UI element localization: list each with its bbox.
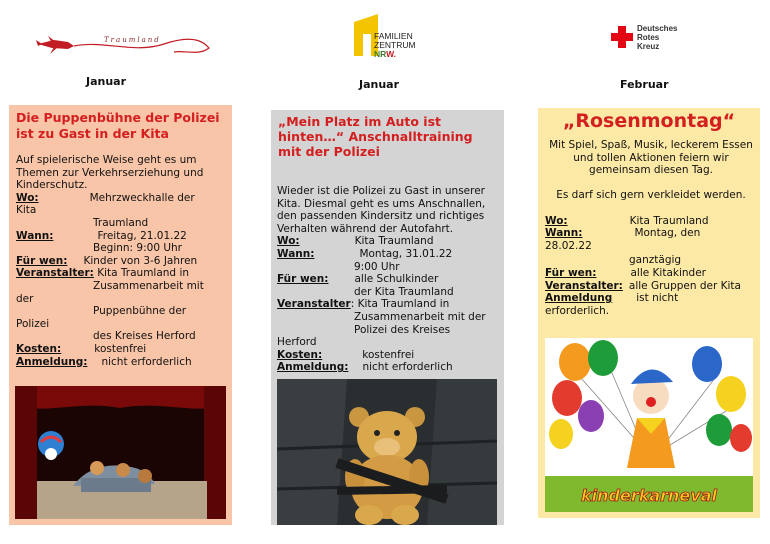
label-wo: Wo:	[16, 191, 39, 204]
airplane-icon	[34, 30, 214, 62]
event-intro: Mit Spiel, Spaß, Musik, leckerem Essen und tollen Aktionen feiern wir gemeinsam diesen Tag.	[549, 139, 753, 177]
value-wo: Kita Traumland	[629, 214, 709, 227]
traumland-logo	[34, 30, 214, 62]
event-details	[277, 185, 501, 374]
teddy-seatbelt-photo	[277, 379, 497, 525]
event-title: „Mein Platz im Auto ist hinten…“ Anschnalltraining mit der Polizei	[278, 114, 473, 159]
value-anmeldung-2: erforderlich.	[545, 304, 610, 317]
familienzentrum-logo	[352, 12, 432, 64]
value-anmeldung: ist nicht	[636, 292, 679, 305]
value-wo: Kita Traumland	[354, 235, 434, 248]
event-details	[16, 154, 230, 368]
value-veranstalter-2: Zusammenarbeit mit der	[354, 310, 486, 323]
drk-line3: Kreuz	[637, 42, 660, 51]
label-veranstalter: Veranstalter:	[16, 267, 94, 280]
event-note: Es darf sich gern verkleidet werden.	[556, 189, 746, 202]
label-wo: Wo:	[545, 214, 568, 227]
value-kosten: kostenfrei	[94, 342, 147, 355]
value-anmeldung: nicht erforderlich	[101, 355, 192, 368]
label-wo: Wo:	[277, 235, 300, 248]
value-wann: Montag, den	[634, 227, 701, 240]
value-wann: Freitag, 21.01.22	[97, 229, 187, 242]
event-title: „Rosenmontag“	[562, 110, 736, 132]
value-veranstalter-5: Polizei	[16, 317, 50, 330]
value-veranstalter-3: der	[16, 292, 34, 305]
label-anmeldung: Anmeldung:	[16, 355, 88, 368]
value-wann-3: ganztägig	[629, 254, 682, 267]
month-col2: Januar	[359, 78, 400, 91]
value-veranstalter: alle Gruppen der Kita	[628, 279, 741, 292]
event-card-anschnalltraining	[271, 110, 504, 525]
label-wann: Wann:	[545, 227, 583, 240]
label-veranstalter: Veranstalter	[277, 298, 351, 311]
month-col3: Februar	[620, 78, 669, 91]
label-anmeldung: Anmeldung	[545, 292, 613, 305]
value-wann-2: 28.02.22	[545, 239, 592, 252]
value-wann: Montag, 31.01.22	[359, 247, 453, 260]
event-intro: Wieder ist die Polizei zu Gast in unserer Kita. Diesmal geht es ums Anschnallen, den passenden Kindersitz und richtiges Verhalten während der Autofahrt.	[277, 185, 486, 235]
value-wo: Mehrzweckhalle der	[89, 191, 195, 204]
value-fuer-wen: alle Schulkinder	[354, 273, 439, 286]
label-anmeldung: Anmeldung:	[277, 361, 349, 374]
event-card-rosenmontag	[538, 108, 760, 518]
value-veranstalter: : Kita Traumland in	[350, 298, 450, 311]
value-veranstalter-4: Puppenbühne der	[93, 305, 187, 318]
label-kosten: Kosten:	[277, 348, 323, 361]
label-fuer-wen: Für wen:	[16, 254, 68, 267]
value-fuer-wen: alle Kitakinder	[630, 266, 706, 279]
label-veranstalter: Veranstalter:	[545, 279, 623, 292]
value-wann-2: 9:00 Uhr	[354, 260, 400, 273]
familienzentrum-line2: ZENTRUM	[374, 40, 416, 50]
red-cross-icon	[611, 26, 633, 48]
value-fuer-wen: Kinder von 3-6 Jahren	[83, 254, 198, 267]
event-card-puppenbuehne	[9, 105, 232, 525]
kinderkarneval-banner-text: kinderkarneval	[581, 486, 717, 505]
puppet-theater-photo	[15, 386, 226, 519]
value-veranstalter: Kita Traumland in	[97, 267, 190, 280]
value-veranstalter-3: Polizei des Kreises	[354, 323, 451, 336]
value-veranstalter-2: Zusammenarbeit mit	[93, 279, 204, 292]
drk-logo	[611, 22, 701, 54]
nrw-w: W.	[386, 49, 397, 59]
value-wo-3: Traumland	[93, 216, 149, 229]
label-wann: Wann:	[277, 247, 315, 260]
familienzentrum-line1: FAMILIEN	[374, 31, 413, 41]
event-intro: Auf spielerische Weise geht es um Themen zur Verkehrserziehung und Kinderschutz.	[16, 154, 204, 192]
label-wann: Wann:	[16, 229, 54, 242]
drk-line1: Deutsches	[637, 24, 678, 33]
value-wo-2: Kita	[16, 204, 37, 217]
month-col1: Januar	[86, 75, 127, 88]
value-fuer-wen-2: der Kita Traumland	[354, 285, 454, 298]
value-veranstalter-4: Herford	[277, 336, 317, 349]
value-kosten: kostenfrei	[362, 348, 415, 361]
value-anmeldung: nicht erforderlich	[362, 361, 453, 374]
kinderkarneval-image	[545, 338, 753, 512]
label-fuer-wen: Für wen:	[277, 273, 329, 286]
event-details	[545, 139, 757, 317]
traumland-logo-text: Traumland	[104, 36, 161, 44]
drk-line2: Rotes	[637, 33, 660, 42]
nrw-nr: NR	[374, 49, 387, 59]
value-veranstalter-6: des Kreises Herford	[93, 330, 196, 343]
event-title: Die Puppenbühne der Polizei ist zu Gast in der Kita	[16, 110, 220, 141]
label-kosten: Kosten:	[16, 342, 62, 355]
value-wann-2: Beginn: 9:00 Uhr	[93, 242, 183, 255]
label-fuer-wen: Für wen:	[545, 266, 597, 279]
